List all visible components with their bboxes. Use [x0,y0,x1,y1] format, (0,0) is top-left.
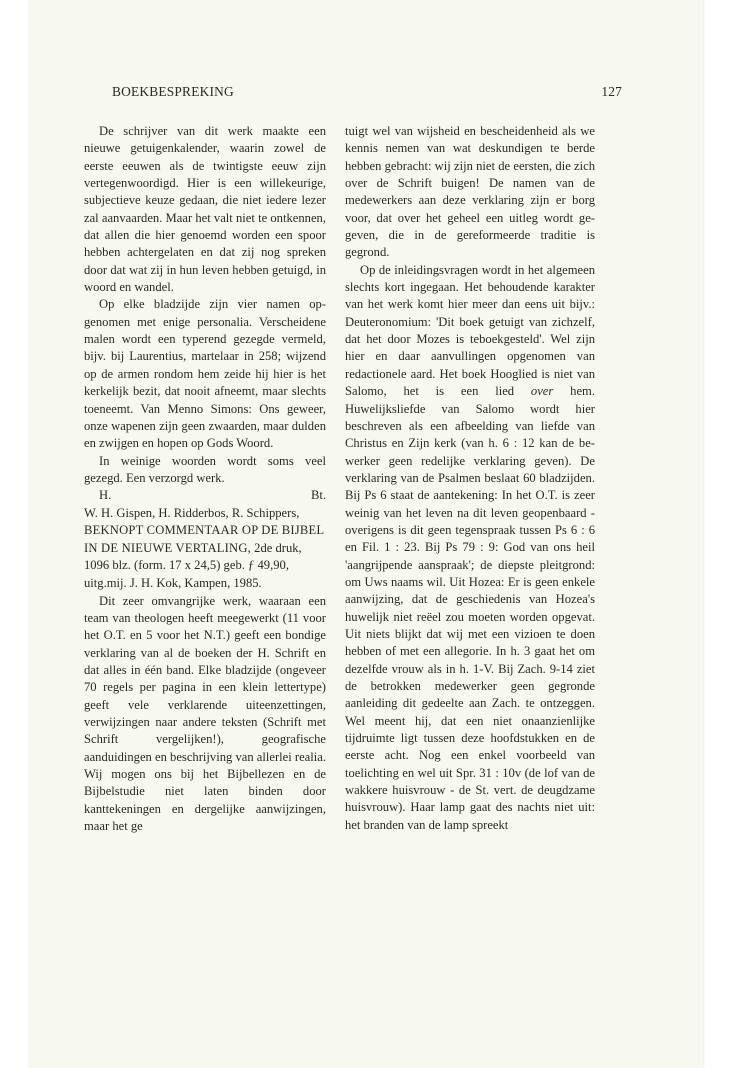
paragraph [345,262,595,834]
text-run: Op de inleidingsvragen wordt in het algemeen slechts kort ingegaan. Het behoudende karakter van het werk komt hier meer dan eens uit bijv.: Deuteronomium: 'Dit boek getuigt van zichzelf, dat het door Mozes is teboekgesteld'. Wel zijn hier en daar aanvullingen opgenomen van redactionele aard. Het boek Hooglied is niet van Salomo, het is een lied [345,262,595,399]
paragraph: tuigt wel van wijsheid en bescheidenheid als we kennis nemen van wat deskundigen te berde hebben gebracht: wij zijn niet de eersten, die zich over de Schrift buigen! De namen van de medewerkers aan deze verklaring zijn er borg voor, dat over het geheel een uitleg wordt gegeven, die in de gereformeerde traditie is gegrond. [345,124,595,260]
signature-initial: H. [99,488,112,503]
emphasis: over [530,384,554,399]
signature-abbrev: Bt. [310,488,326,503]
right-column [345,123,595,834]
paragraph: Op elke bladzijde zijn vier namen opgenomen met enige personalia. Verscheidene malen wordt een typerend gezegde vermeld, bijv. bij Laurentius, martelaar in 258; wijzend op de armen rondom hem zeide hij hier is het kerkelijk bezit, dat nooit afneemt, maar slechts toeneemt. Van Menno Simons: Ons geweer, onze wapenen zijn geen zwaarden, maar dulden en zwijgen en hopen op Gods Woord. [84,297,326,451]
running-header [112,84,622,106]
book-reference [84,505,326,593]
section-title: BOEKBESPREKING [112,84,234,99]
text-run: hem. Huwelijksliefde van Salomo wordt hier beschreven als een afbeelding van liefde van Christus en Zijn kerk (van h. 6 : 12 kan de bewerker geen redelijke verklaring geven). De verklaring van de Psalmen beslaat 60 bladzijden. Bij Ps 6 staat de aantekening: In het O.T. is zeer weinig van het leven na dit leven geopenbaard - overigens is dit geen tegenspraak tussen Ps 6 : 6 en Fil. 1 : 23. Bij Ps 79 : 9: God van ons heil 'aangrijpende aanspraak'; de diepste pleitgrond: om Uws naams wil. Uit Hozea: Er is geen enkele aanwijzing, dat de geschiedenis van Hozea's huwelijk niet reëel zou moeten worden opgevat. Uit niets blijkt dat wij met een vizioen te doen hebben of met een allegorie. In h. 3 gaat het om dezelfde vrouw als in h. 1-V. Bij Zach. 9-14 ziet de betrokken medewerker geen gegronde aanleiding dit gedeelte aan Zach. te ontzeggen. Wel meent hij, dat een niet onaanzienlijke tijdruimte ligt tussen deze hoofdstukken en de eerste acht. Nog een enkel voorbeeld van toelichting en wel uit Spr. 31 : 10v (de lof van de wakkere huisvrouw - de St. vert. de deugdzame huisvrouw). Haar lamp gaat des nachts niet uit: het branden van de lamp spreekt [345,384,595,832]
paragraph: In weinige woorden wordt soms veel gezegd. Een verzorgd werk. [84,453,326,485]
book-title: BEKNOPT COMMENTAAR OP DE BIJBEL IN DE NIEUWE VERTALING, [84,523,324,555]
book-details: 2de druk, 1096 blz. (form. 17 x 24,5) geb. ƒ 49,90, uitg.mij. J. H. Kok, Kampen, 1985. [84,540,302,590]
paragraph: De schrijver van dit werk maakte een nieuwe getuigenkalender, waarin zowel de eerste eeuwen als de twintigste eeuw zijn vertegenwoordigd. Hier is een willekeurige, subjectieve keuze gedaan, die niet iedere lezer zal aanvaarden. Maar het valt niet te ontkennen, dat allen die hier genoemd worden een spoor hebben achtergelaten en dat zij nog spreken door dat wat zij in hun leven hebben getuigd, in woord en wandel. [84,124,326,295]
book-authors: W. H. Gispen, H. Ridderbos, R. Schippers, [84,505,300,520]
left-column [84,123,326,835]
page-number: 127 [601,84,622,99]
review-signature [84,487,326,504]
paragraph: Dit zeer omvangrijke werk, waaraan een team van theologen heeft meegewerkt (11 voor het O.T. en 5 voor het N.T.) geeft een bondige verklaring van al de boeken der H. Schrift en dat alles in één band. Elke bladzijde (ongeveer 70 regels per pagina in een klein lettertype) geeft vele verklarende uiteenzettingen, verwijzingen naar andere teksten (Schrift met Schrift vergelijken!), geografische aanduidingen en beschrijving van allerlei realia. Wij mogen ons bij het Bijbellezen en de Bijbelstudie niet laten binden door kanttekeningen en dergelijke aanwijzingen, maar het ge [84,593,326,833]
